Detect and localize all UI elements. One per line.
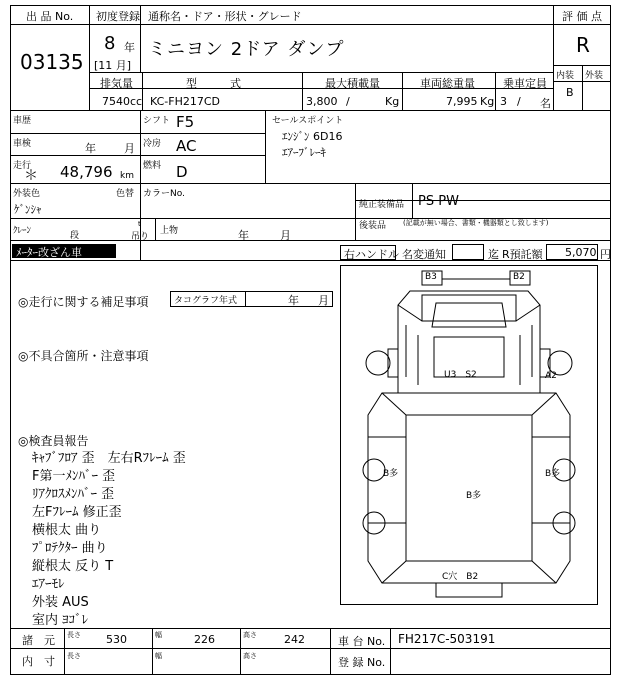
height-value: 242 <box>284 633 305 646</box>
chassis-no-value: FH217C-503191 <box>398 632 496 646</box>
ac-value: AC <box>176 137 197 155</box>
crane-label: ｸﾚｰﾝ <box>13 226 32 236</box>
grade-value: R <box>576 33 590 57</box>
deadline-label: 迄 <box>488 248 499 261</box>
report-item: ﾘｱｸﾛｽﾒﾝﾊﾞｰ 歪 <box>32 487 115 502</box>
length-label: 長さ <box>67 631 81 639</box>
mark-b-left: B多 <box>383 469 399 479</box>
color-label: 外装色 <box>13 189 41 199</box>
exterior-label: 外装 <box>585 71 604 81</box>
mark-b3: B3 <box>425 272 437 282</box>
aftermarket-label: 後装品 <box>359 221 387 231</box>
fuel-label: 燃料 <box>143 161 162 171</box>
dims-label: 諸 元 <box>22 634 55 647</box>
name-change-box <box>452 244 484 260</box>
sales-point-label: セールスポイント <box>272 116 344 126</box>
model-value: KC-FH217CD <box>150 95 221 108</box>
report-item: ｷｬﾌﾞﾌﾛｱ 歪 左右Rﾌﾚｰﾑ 歪 <box>32 451 186 466</box>
mark-b-center: B多 <box>466 491 482 501</box>
car-name-header: 通称名・ドア・形状・グレード <box>148 10 302 23</box>
report-item: 縦根太 反り T <box>32 559 114 574</box>
cargo-length-label: 長さ <box>67 652 81 660</box>
max-load-label: 最大積載量 <box>325 77 380 90</box>
fuel-value: D <box>176 163 188 181</box>
driving-notes-title: ◎走行に関する補足事項 <box>18 295 149 309</box>
gross-weight-label: 車両総重量 <box>420 77 475 90</box>
capacity-label: 乗車定員 <box>503 77 547 90</box>
lot-no-label: 出 品 No. <box>26 10 74 23</box>
inspection-year: 年 <box>85 142 96 155</box>
r-deposit-unit: 円 <box>600 248 611 261</box>
capacity-slash: / <box>517 95 521 108</box>
mark-a2: A2 <box>545 371 557 381</box>
report-item: 外装 AUS <box>32 595 89 610</box>
length-value: 530 <box>106 633 127 646</box>
inspection-month: 月 <box>124 142 135 155</box>
deck-label: 上物 <box>160 226 179 236</box>
sales-point-2: ｴｱｰﾌﾞﾚｰｷ <box>282 146 326 159</box>
standard-equipment-label: 純正装備品 <box>359 200 405 210</box>
report-item: F第一ﾒﾝﾊﾞｰ 歪 <box>32 469 116 484</box>
color-change-label: 色替 <box>116 189 135 199</box>
ac-label: 冷房 <box>143 139 162 149</box>
reg-month: [11 月] <box>94 59 132 72</box>
cargo-width-label: 幅 <box>155 652 162 660</box>
mileage-value: 48,796 <box>60 163 113 181</box>
displacement-value: 7540 <box>102 95 130 108</box>
registration-no-label: 登 録 No. <box>338 656 386 669</box>
width-value: 226 <box>194 633 215 646</box>
mark-bottom: C穴 B2 <box>442 572 479 582</box>
report-item: 室内 ﾖｺﾞﾚ <box>32 613 89 628</box>
r-deposit-value: 5,070 <box>565 246 597 259</box>
inspector-report-title: ◎検査員報告 <box>18 434 89 448</box>
capacity-value: 3 <box>500 95 507 108</box>
max-load-unit: Kg <box>385 95 400 108</box>
report-item: ﾌﾟﾛﾃｸﾀｰ 曲り <box>32 541 108 556</box>
model-label: 型 式 <box>186 77 241 90</box>
name-change-label: 名変通知 <box>402 248 446 261</box>
first-reg-label: 初度登録 <box>96 10 140 23</box>
max-load-slash: / <box>346 95 350 108</box>
aftermarket-note: (記載が無い場合、書類・機器類とし致します) <box>403 219 549 227</box>
shift-value: F5 <box>176 113 195 131</box>
cargo-height-label: 高さ <box>243 652 257 660</box>
grade-label: 評 価 点 <box>562 10 602 23</box>
cargo-label: 内 寸 <box>22 655 55 668</box>
color-value: ｹﾞﾝｼｬ <box>14 203 42 216</box>
inspection-label: 車検 <box>13 139 32 149</box>
report-item: 左Fﾌﾚｰﾑ 修正歪 <box>32 505 122 520</box>
displacement-label: 排気量 <box>100 77 133 90</box>
gross-weight-value: 7,995 <box>446 95 478 108</box>
max-load-value: 3,800 <box>306 95 338 108</box>
chassis-no-label: 車 台 No. <box>338 635 386 648</box>
mileage-unit: km <box>120 171 134 181</box>
interior-label: 内装 <box>556 71 575 81</box>
tachograph-year: 年 <box>288 294 299 307</box>
displacement-unit: cc <box>130 95 143 108</box>
mileage-label: 走行 <box>13 161 32 171</box>
car-name: ミニヨン 2ドア ダンプ <box>148 39 345 60</box>
reg-year-unit: 年 <box>124 41 135 54</box>
sales-point-1: ｴﾝｼﾞﾝ 6D16 <box>282 130 343 143</box>
gross-weight-unit: Kg <box>480 95 495 108</box>
mileage-mark: ＊ <box>24 168 38 184</box>
mark-b-right: B多 <box>545 469 561 479</box>
history-label: 車歴 <box>13 116 32 126</box>
vehicle-diagram <box>340 265 598 605</box>
crane-suspend: 吊り <box>131 232 150 242</box>
mark-u3s2: U3 S2 <box>444 370 477 380</box>
width-label: 幅 <box>155 631 162 639</box>
defects-title: ◎不具合箇所・注意事項 <box>18 349 149 363</box>
height-label: 高さ <box>243 631 257 639</box>
crane-stage: 段 <box>70 231 80 241</box>
lot-no-value: 03135 <box>20 50 84 74</box>
report-item: 横根太 曲り <box>32 523 102 538</box>
report-item: ｴｱｰﾓﾚ <box>32 577 65 592</box>
tachograph-label: タコグラフ年式 <box>174 296 238 306</box>
crane-ton: t <box>138 220 141 228</box>
mark-b2-top: B2 <box>513 272 525 282</box>
color-no-label: カラーNo. <box>143 189 185 199</box>
reg-year: 8 <box>104 33 116 54</box>
meter-tampered-label: ﾒｰﾀｰ改ざん車 <box>16 246 82 259</box>
deck-month: 月 <box>280 229 291 242</box>
shift-label: シフト <box>143 116 171 126</box>
tachograph-month: 月 <box>318 294 329 307</box>
r-deposit-label: R預託額 <box>502 248 543 261</box>
standard-equipment-value: PS PW <box>418 194 459 209</box>
rhd-label: 右ハンドル <box>344 248 399 261</box>
interior-grade: B <box>566 86 574 99</box>
capacity-unit: 名 <box>540 97 551 110</box>
deck-year: 年 <box>238 229 249 242</box>
